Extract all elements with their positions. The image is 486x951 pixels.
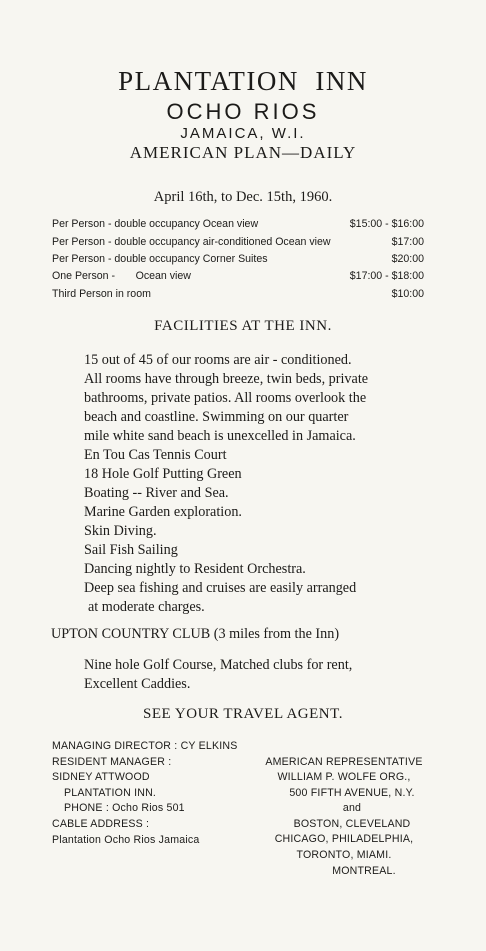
facility-line: Deep sea fishing and cruises are easily arranged: [84, 580, 357, 596]
travel-agent-heading: SEE YOUR TRAVEL AGENT.: [143, 706, 343, 722]
contact-right-line: MONTREAL.: [332, 865, 396, 877]
rate-price: $10:00: [391, 288, 424, 300]
rate-label: Per Person - double occupancy Ocean view: [52, 218, 259, 230]
contact-right-line: BOSTON, CLEVELAND: [293, 818, 411, 830]
facility-line: Sail Fish Sailing: [84, 542, 178, 558]
contact-left-line: MANAGING DIRECTOR : CY ELKINS: [52, 740, 238, 752]
contact-right-line: 500 FIFTH AVENUE, N.Y.: [289, 787, 415, 799]
facility-line: All rooms have through breeze, twin beds, private: [84, 371, 369, 387]
season-dates: April 16th, to Dec. 15th, 1960.: [153, 189, 333, 205]
facility-line: Marine Garden exploration.: [84, 504, 242, 520]
facility-line: Boating -- River and Sea.: [84, 485, 229, 501]
rate-price: $20:00: [391, 253, 424, 265]
contact-left-line: Plantation Ocho Rios Jamaica: [52, 834, 200, 846]
facility-line: beach and coastline. Swimming on our quarter: [84, 409, 349, 425]
contact-right-line: AMERICAN REPRESENTATIVE: [265, 756, 423, 768]
rate-label: Per Person - double occupancy Corner Suites: [52, 253, 268, 265]
facility-line: at moderate charges.: [88, 599, 205, 615]
hotel-name: PLANTATION INN: [118, 66, 368, 96]
facility-line: 15 out of 45 of our rooms are air - conditioned.: [84, 352, 352, 368]
rate-price: $15:00 - $16:00: [349, 218, 424, 230]
rate-label: Per Person - double occupancy air-conditioned Ocean view: [52, 236, 331, 248]
contact-right-line: and: [342, 802, 362, 814]
plan-type: AMERICAN PLAN—DAILY: [129, 143, 357, 162]
facility-line: 18 Hole Golf Putting Green: [84, 466, 242, 482]
contact-right-line: CHICAGO, PHILADELPHIA,: [274, 833, 414, 845]
contact-right-line: TORONTO, MIAMI.: [296, 849, 392, 861]
contact-left-line: PLANTATION INN.: [64, 787, 157, 799]
upton-line: Nine hole Golf Course, Matched clubs for rent,: [84, 657, 353, 673]
rate-label: One Person - Ocean view: [52, 270, 191, 282]
rate-price: $17:00: [391, 236, 424, 248]
town-name: OCHO RIOS: [166, 99, 320, 124]
facility-line: En Tou Cas Tennis Court: [84, 447, 227, 463]
facilities-heading: FACILITIES AT THE INN.: [154, 318, 332, 334]
rate-price: $17:00 - $18:00: [349, 270, 424, 282]
contact-left-line: SIDNEY ATTWOOD: [52, 771, 150, 783]
contact-left-line: RESIDENT MANAGER :: [52, 756, 172, 768]
facility-line: Skin Diving.: [84, 523, 157, 539]
rate-label: Third Person in room: [52, 288, 151, 300]
upton-heading: UPTON COUNTRY CLUB (3 miles from the Inn): [51, 626, 340, 642]
facility-line: Dancing nightly to Resident Orchestra.: [84, 561, 306, 577]
country-name: JAMAICA, W.I.: [180, 125, 306, 142]
contact-left-line: PHONE : Ocho Rios 501: [64, 802, 185, 814]
contact-right-line: WILLIAM P. WOLFE ORG.,: [277, 771, 411, 783]
upton-line: Excellent Caddies.: [84, 676, 191, 692]
contact-left-line: CABLE ADDRESS :: [52, 818, 150, 830]
facility-line: bathrooms, private patios. All rooms overlook the: [84, 390, 367, 406]
facility-line: mile white sand beach is unexcelled in Jamaica.: [84, 428, 356, 444]
